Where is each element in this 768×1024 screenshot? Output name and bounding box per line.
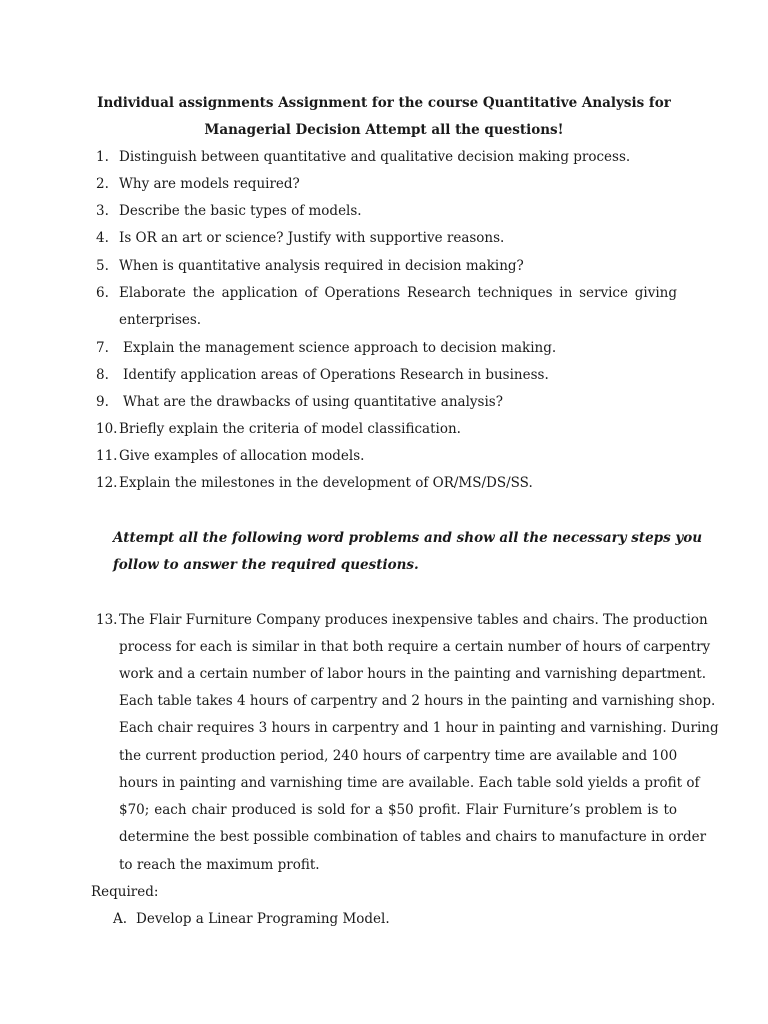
problem-line: the current production period, 240 hours of carpentry time are available and 100 xyxy=(119,748,678,764)
required-label: Required: xyxy=(91,884,159,900)
question-number: 6. xyxy=(96,285,109,301)
problem-line: work and a certain number of labor hours in the painting and varnishing department. xyxy=(119,666,707,682)
problem-line: process for each is similar in that both require a certain number of hours of carpentry xyxy=(119,639,711,655)
document-title-line-1: Individual assignments Assignment for the course Quantitative Analysis for xyxy=(97,95,671,111)
question-number: 9. xyxy=(96,394,109,410)
question-text: What are the drawbacks of using quantitative analysis? xyxy=(123,394,503,410)
problem-line: to reach the maximum profit. xyxy=(119,857,320,873)
document-title-line-2: Managerial Decision Attempt all the questions! xyxy=(204,122,564,138)
question-number: 1. xyxy=(96,149,109,165)
question-text: Describe the basic types of models. xyxy=(119,203,362,219)
question-number: 11. xyxy=(96,448,118,464)
problem-line: hours in painting and varnishing time are available. Each table sold yields a profit of xyxy=(119,775,700,791)
required-item-text: Develop a Linear Programing Model. xyxy=(136,911,390,927)
question-text: Give examples of allocation models. xyxy=(119,448,365,464)
question-text: Elaborate the application of Operations Research techniques in service giving xyxy=(119,285,677,301)
question-number: 10. xyxy=(96,421,118,437)
question-number: 2. xyxy=(96,176,109,192)
question-text: Identify application areas of Operations Research in business. xyxy=(123,367,549,383)
intro-line-2: follow to answer the required questions. xyxy=(113,557,419,573)
problem-line: Each table takes 4 hours of carpentry and 2 hours in the painting and varnishing shop. xyxy=(119,693,716,709)
question-number: 3. xyxy=(96,203,109,219)
problem-line: The Flair Furniture Company produces inexpensive tables and chairs. The production xyxy=(119,612,708,628)
question-text: Briefly explain the criteria of model classification. xyxy=(119,421,461,437)
intro-line-1: Attempt all the following word problems and show all the necessary steps you xyxy=(113,530,703,546)
question-number: 12. xyxy=(96,475,118,491)
problem-number: 13. xyxy=(96,612,118,628)
question-text: When is quantitative analysis required in decision making? xyxy=(119,258,524,274)
question-text: Explain the milestones in the development of OR/MS/DS/SS. xyxy=(119,475,533,491)
question-number: 7. xyxy=(96,340,109,356)
question-text: Why are models required? xyxy=(119,176,300,192)
problem-line: $70; each chair produced is sold for a $50 profit. Flair Furniture’s problem is to xyxy=(119,802,677,818)
problem-line: determine the best possible combination of tables and chairs to manufacture in order xyxy=(119,829,707,845)
problem-line: Each chair requires 3 hours in carpentry and 1 hour in painting and varnishing. During xyxy=(119,720,719,736)
required-item-letter: A. xyxy=(113,911,128,927)
question-text: Explain the management science approach to decision making. xyxy=(123,340,557,356)
question-text: Distinguish between quantitative and qualitative decision making process. xyxy=(119,149,631,165)
question-text: Is OR an art or science? Justify with supportive reasons. xyxy=(119,230,505,246)
question-number: 5. xyxy=(96,258,109,274)
question-number: 8. xyxy=(96,367,109,383)
question-number: 4. xyxy=(96,230,109,246)
question-text-continued: enterprises. xyxy=(119,312,202,328)
